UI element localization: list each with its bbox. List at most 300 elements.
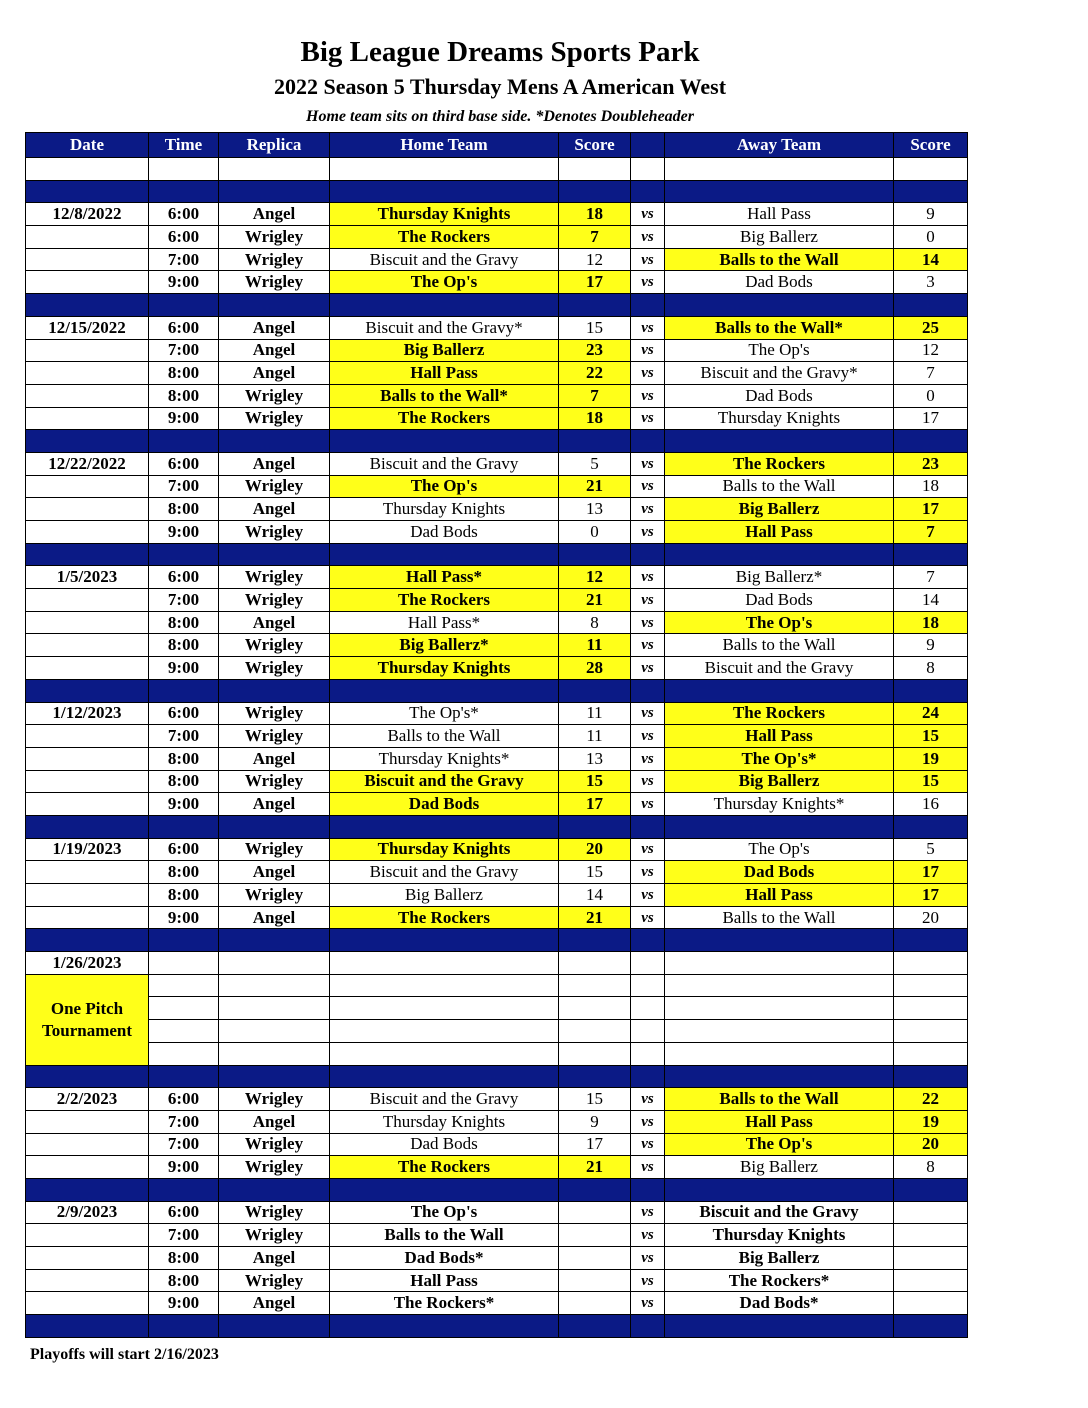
away-score: 14	[894, 589, 968, 612]
week-separator	[26, 294, 968, 317]
vs-label: vs	[631, 657, 665, 680]
separator-cell	[26, 1315, 149, 1338]
vs-label: vs	[631, 634, 665, 657]
away-team: Big Ballerz	[665, 1156, 894, 1179]
away-score: 23	[894, 452, 968, 475]
vs-label: vs	[631, 884, 665, 907]
week-date	[26, 634, 149, 657]
separator-cell	[665, 679, 894, 702]
blank-cell	[631, 997, 665, 1020]
game-time: 9:00	[149, 657, 219, 680]
away-score: 19	[894, 747, 968, 770]
vs-label: vs	[631, 1247, 665, 1270]
separator-cell	[219, 180, 330, 203]
home-score: 15	[559, 770, 631, 793]
game-row	[26, 793, 968, 816]
separator-cell	[631, 430, 665, 453]
blank-cell	[559, 1042, 631, 1065]
separator-cell	[149, 1065, 219, 1088]
separator-cell	[330, 430, 559, 453]
game-time: 9:00	[149, 793, 219, 816]
home-team: Thursday Knights	[330, 1110, 559, 1133]
blank-cell	[26, 158, 149, 181]
separator-cell	[330, 1178, 559, 1201]
home-score: 21	[559, 475, 631, 498]
vs-label: vs	[631, 1110, 665, 1133]
game-row	[26, 1110, 968, 1133]
away-score: 25	[894, 316, 968, 339]
game-row	[26, 725, 968, 748]
vs-label: vs	[631, 521, 665, 544]
away-team: The Rockers	[665, 452, 894, 475]
blank-cell	[631, 974, 665, 997]
vs-label: vs	[631, 1133, 665, 1156]
week-date: 12/15/2022	[26, 316, 149, 339]
game-row	[26, 362, 968, 385]
blank-cell	[219, 1042, 330, 1065]
separator-cell	[330, 815, 559, 838]
separator-cell	[559, 294, 631, 317]
home-score: 18	[559, 203, 631, 226]
home-team: Hall Pass*	[330, 611, 559, 634]
home-score: 14	[559, 884, 631, 907]
week-date	[26, 747, 149, 770]
game-row	[26, 407, 968, 430]
home-team: Balls to the Wall	[330, 1224, 559, 1247]
separator-cell	[559, 1315, 631, 1338]
home-team: Big Ballerz	[330, 339, 559, 362]
separator-cell	[219, 1315, 330, 1338]
game-row	[26, 452, 968, 475]
home-score: 21	[559, 906, 631, 929]
game-time: 8:00	[149, 634, 219, 657]
separator-cell	[26, 815, 149, 838]
home-score	[559, 1201, 631, 1224]
game-time: 8:00	[149, 1269, 219, 1292]
game-replica: Wrigley	[219, 1201, 330, 1224]
home-score: 17	[559, 1133, 631, 1156]
vs-label: vs	[631, 452, 665, 475]
game-replica: Angel	[219, 793, 330, 816]
blank-cell	[149, 1042, 219, 1065]
game-replica: Wrigley	[219, 1133, 330, 1156]
blank-cell	[149, 997, 219, 1020]
away-team: Big Ballerz	[665, 1247, 894, 1270]
separator-cell	[149, 180, 219, 203]
away-team: The Op's	[665, 838, 894, 861]
blank-cell	[219, 1020, 330, 1043]
away-score: 7	[894, 566, 968, 589]
vs-label: vs	[631, 589, 665, 612]
week-separator	[26, 1065, 968, 1088]
blank-cell	[330, 974, 559, 997]
game-row	[26, 475, 968, 498]
header-row	[26, 133, 968, 158]
game-row	[26, 1201, 968, 1224]
game-time: 6:00	[149, 316, 219, 339]
game-replica: Angel	[219, 339, 330, 362]
vs-label: vs	[631, 906, 665, 929]
separator-cell	[149, 679, 219, 702]
away-score: 17	[894, 861, 968, 884]
away-score: 19	[894, 1110, 968, 1133]
game-time: 9:00	[149, 271, 219, 294]
separator-cell	[26, 294, 149, 317]
vs-label: vs	[631, 838, 665, 861]
vs-label: vs	[631, 611, 665, 634]
separator-cell	[665, 1065, 894, 1088]
game-replica: Wrigley	[219, 384, 330, 407]
week-date	[26, 1247, 149, 1270]
separator-cell	[631, 929, 665, 952]
home-team: The Rockers	[330, 226, 559, 249]
game-time: 7:00	[149, 339, 219, 362]
tournament-row	[26, 952, 968, 975]
vs-label: vs	[631, 861, 665, 884]
away-team: Dad Bods	[665, 271, 894, 294]
blank-cell	[631, 1042, 665, 1065]
blank-cell	[559, 997, 631, 1020]
separator-cell	[330, 543, 559, 566]
blank-cell	[559, 952, 631, 975]
home-score: 15	[559, 1088, 631, 1111]
away-team: Biscuit and the Gravy	[665, 657, 894, 680]
blank-cell	[894, 997, 968, 1020]
home-team: Big Ballerz*	[330, 634, 559, 657]
game-row	[26, 566, 968, 589]
separator-cell	[665, 815, 894, 838]
game-replica: Angel	[219, 1110, 330, 1133]
vs-label: vs	[631, 339, 665, 362]
away-team: Big Ballerz*	[665, 566, 894, 589]
separator-cell	[330, 1315, 559, 1338]
game-replica: Wrigley	[219, 521, 330, 544]
blank-cell	[631, 158, 665, 181]
home-team: Balls to the Wall*	[330, 384, 559, 407]
game-time: 8:00	[149, 384, 219, 407]
page-title: Big League Dreams Sports Park	[300, 36, 700, 68]
away-team: The Op's	[665, 1133, 894, 1156]
home-team: The Op's	[330, 1201, 559, 1224]
week-date	[26, 1156, 149, 1179]
vs-label: vs	[631, 747, 665, 770]
home-score	[559, 1269, 631, 1292]
blank-cell	[559, 158, 631, 181]
blank-cell	[665, 952, 894, 975]
separator-cell	[631, 1315, 665, 1338]
game-time: 9:00	[149, 1156, 219, 1179]
tournament-label: One Pitch Tournament	[26, 974, 149, 1065]
separator-cell	[219, 294, 330, 317]
away-team: Hall Pass	[665, 725, 894, 748]
season-subtitle: 2022 Season 5 Thursday Mens A American West	[273, 74, 727, 99]
week-separator	[26, 180, 968, 203]
vs-label: vs	[631, 362, 665, 385]
separator-cell	[665, 430, 894, 453]
game-row	[26, 589, 968, 612]
home-team: Thursday Knights	[330, 657, 559, 680]
separator-cell	[631, 180, 665, 203]
separator-cell	[894, 430, 968, 453]
tournament-row	[26, 997, 968, 1020]
home-score: 7	[559, 384, 631, 407]
game-row	[26, 1088, 968, 1111]
game-row	[26, 702, 968, 725]
blank-cell	[149, 1020, 219, 1043]
home-team: The Op's	[330, 475, 559, 498]
vs-label: vs	[631, 1269, 665, 1292]
separator-cell	[219, 430, 330, 453]
week-date: 1/26/2023	[26, 952, 149, 975]
home-score	[559, 1224, 631, 1247]
away-score: 17	[894, 407, 968, 430]
week-separator	[26, 1178, 968, 1201]
separator-cell	[330, 1065, 559, 1088]
away-team: Balls to the Wall	[665, 906, 894, 929]
home-team: The Rockers	[330, 407, 559, 430]
separator-cell	[559, 180, 631, 203]
separator-cell	[149, 929, 219, 952]
week-separator	[26, 1315, 968, 1338]
game-row	[26, 747, 968, 770]
away-score: 18	[894, 611, 968, 634]
home-score: 11	[559, 725, 631, 748]
separator-cell	[149, 294, 219, 317]
separator-cell	[894, 294, 968, 317]
away-score	[894, 1269, 968, 1292]
away-team: Biscuit and the Gravy	[665, 1201, 894, 1224]
home-team: Hall Pass	[330, 362, 559, 385]
separator-cell	[665, 929, 894, 952]
separator-cell	[631, 1178, 665, 1201]
vs-label: vs	[631, 1292, 665, 1315]
separator-cell	[149, 1315, 219, 1338]
blank-cell	[559, 974, 631, 997]
tournament-row	[26, 1042, 968, 1065]
blank-cell	[330, 1042, 559, 1065]
separator-cell	[26, 929, 149, 952]
game-row	[26, 248, 968, 271]
game-time: 8:00	[149, 747, 219, 770]
separator-cell	[149, 1178, 219, 1201]
separator-cell	[894, 679, 968, 702]
separator-cell	[665, 294, 894, 317]
game-time: 6:00	[149, 452, 219, 475]
game-replica: Angel	[219, 861, 330, 884]
week-date: 1/12/2023	[26, 702, 149, 725]
home-team: The Op's*	[330, 702, 559, 725]
home-team: Biscuit and the Gravy	[330, 770, 559, 793]
week-date	[26, 475, 149, 498]
home-score: 15	[559, 316, 631, 339]
blank-cell	[665, 1042, 894, 1065]
vs-label: vs	[631, 226, 665, 249]
game-replica: Wrigley	[219, 657, 330, 680]
separator-cell	[26, 1178, 149, 1201]
away-score	[894, 1224, 968, 1247]
home-score: 12	[559, 248, 631, 271]
blank-cell	[894, 974, 968, 997]
col-date: Date	[26, 133, 149, 158]
vs-label: vs	[631, 1156, 665, 1179]
game-time: 7:00	[149, 725, 219, 748]
home-score: 8	[559, 611, 631, 634]
away-score: 5	[894, 838, 968, 861]
game-replica: Angel	[219, 1292, 330, 1315]
game-replica: Angel	[219, 498, 330, 521]
home-score: 13	[559, 498, 631, 521]
game-replica: Angel	[219, 316, 330, 339]
tournament-row	[26, 1020, 968, 1043]
away-score: 8	[894, 657, 968, 680]
game-replica: Wrigley	[219, 226, 330, 249]
game-time: 7:00	[149, 1133, 219, 1156]
home-team: Hall Pass*	[330, 566, 559, 589]
game-time: 7:00	[149, 248, 219, 271]
blank-cell	[330, 1020, 559, 1043]
separator-cell	[665, 1315, 894, 1338]
away-score: 15	[894, 770, 968, 793]
away-team: Thursday Knights*	[665, 793, 894, 816]
blank-cell	[149, 158, 219, 181]
away-score: 17	[894, 498, 968, 521]
game-replica: Wrigley	[219, 702, 330, 725]
week-date	[26, 884, 149, 907]
away-team: Biscuit and the Gravy*	[665, 362, 894, 385]
vs-label: vs	[631, 725, 665, 748]
away-team: Big Ballerz	[665, 498, 894, 521]
week-separator	[26, 543, 968, 566]
home-score: 28	[559, 657, 631, 680]
vs-label: vs	[631, 271, 665, 294]
blank-cell	[219, 952, 330, 975]
home-score: 23	[559, 339, 631, 362]
vs-label: vs	[631, 793, 665, 816]
week-separator	[26, 929, 968, 952]
blank-cell	[149, 974, 219, 997]
separator-cell	[330, 294, 559, 317]
home-team: Dad Bods	[330, 793, 559, 816]
week-date	[26, 1224, 149, 1247]
game-replica: Wrigley	[219, 589, 330, 612]
away-score: 24	[894, 702, 968, 725]
home-score: 11	[559, 702, 631, 725]
schedule-body	[26, 158, 968, 1338]
game-row	[26, 226, 968, 249]
home-score: 9	[559, 1110, 631, 1133]
game-replica: Wrigley	[219, 1269, 330, 1292]
game-replica: Wrigley	[219, 838, 330, 861]
week-date	[26, 611, 149, 634]
game-row	[26, 770, 968, 793]
away-team: The Op's*	[665, 747, 894, 770]
separator-cell	[894, 815, 968, 838]
blank-cell	[665, 1020, 894, 1043]
col-vs	[631, 133, 665, 158]
game-time: 9:00	[149, 521, 219, 544]
game-replica: Wrigley	[219, 1224, 330, 1247]
week-date	[26, 339, 149, 362]
game-replica: Angel	[219, 906, 330, 929]
away-team: Dad Bods	[665, 861, 894, 884]
col-home-score: Score	[559, 133, 631, 158]
away-team: Dad Bods*	[665, 1292, 894, 1315]
home-score: 0	[559, 521, 631, 544]
vs-label: vs	[631, 407, 665, 430]
away-team: Balls to the Wall*	[665, 316, 894, 339]
game-replica: Angel	[219, 747, 330, 770]
away-team: Balls to the Wall	[665, 634, 894, 657]
home-score: 17	[559, 271, 631, 294]
week-date	[26, 498, 149, 521]
separator-cell	[219, 1178, 330, 1201]
blank-cell	[219, 158, 330, 181]
col-away-score: Score	[894, 133, 968, 158]
away-score: 3	[894, 271, 968, 294]
home-score: 12	[559, 566, 631, 589]
away-score: 7	[894, 521, 968, 544]
away-team: Big Ballerz	[665, 226, 894, 249]
game-replica: Wrigley	[219, 1156, 330, 1179]
schedule-note: Home team sits on third base side. *Denotes Doubleheader	[306, 108, 694, 125]
col-replica: Replica	[219, 133, 330, 158]
week-date	[26, 362, 149, 385]
blank-cell	[665, 158, 894, 181]
week-separator	[26, 679, 968, 702]
game-replica: Wrigley	[219, 271, 330, 294]
blank-cell	[894, 158, 968, 181]
separator-cell	[559, 815, 631, 838]
separator-cell	[894, 929, 968, 952]
week-date	[26, 521, 149, 544]
game-time: 8:00	[149, 498, 219, 521]
home-score: 22	[559, 362, 631, 385]
separator-cell	[894, 1065, 968, 1088]
home-team: Thursday Knights	[330, 203, 559, 226]
separator-cell	[894, 1178, 968, 1201]
home-team: Thursday Knights	[330, 498, 559, 521]
separator-cell	[894, 180, 968, 203]
home-team: The Rockers*	[330, 1292, 559, 1315]
game-row	[26, 1224, 968, 1247]
game-row	[26, 1247, 968, 1270]
game-replica: Angel	[219, 1247, 330, 1270]
away-score: 18	[894, 475, 968, 498]
vs-label: vs	[631, 1088, 665, 1111]
game-time: 6:00	[149, 1088, 219, 1111]
away-score	[894, 1247, 968, 1270]
away-score: 7	[894, 362, 968, 385]
game-time: 8:00	[149, 611, 219, 634]
home-score: 7	[559, 226, 631, 249]
week-date	[26, 657, 149, 680]
game-row	[26, 861, 968, 884]
separator-cell	[631, 294, 665, 317]
game-replica: Wrigley	[219, 475, 330, 498]
away-team: Thursday Knights	[665, 407, 894, 430]
game-replica: Wrigley	[219, 566, 330, 589]
separator-cell	[631, 679, 665, 702]
week-date: 1/19/2023	[26, 838, 149, 861]
home-team: The Op's	[330, 271, 559, 294]
game-time: 6:00	[149, 566, 219, 589]
away-score: 8	[894, 1156, 968, 1179]
away-score: 9	[894, 203, 968, 226]
home-score	[559, 1292, 631, 1315]
schedule-table	[25, 132, 968, 1338]
game-time: 7:00	[149, 475, 219, 498]
away-team: The Rockers*	[665, 1269, 894, 1292]
